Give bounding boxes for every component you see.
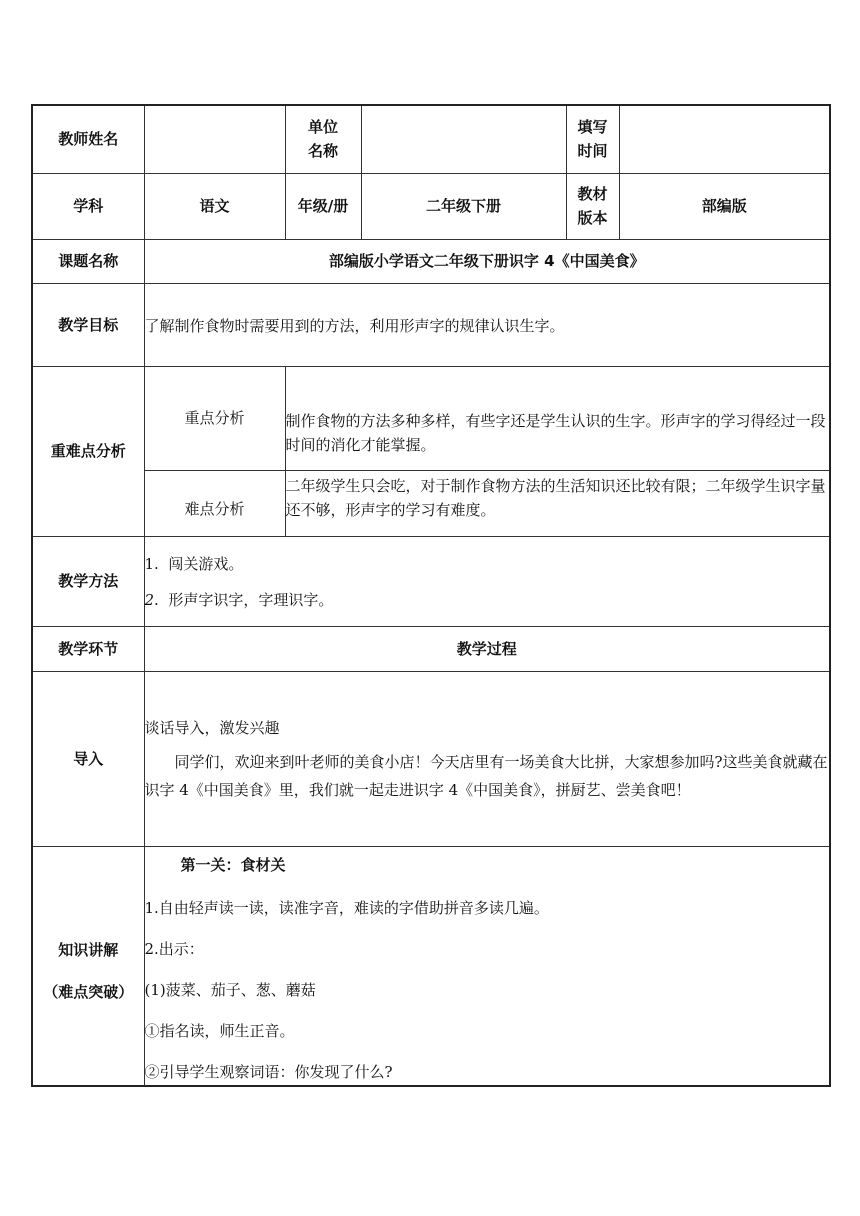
textbook-value: 部编版 <box>619 173 830 239</box>
methods-label: 教学方法 <box>32 536 144 626</box>
key-analysis-label: 重点分析 <box>144 366 285 470</box>
row-intro <box>32 671 830 846</box>
subject-value: 语文 <box>144 173 285 239</box>
method-text: 形声字识字，字理识字。 <box>168 590 334 609</box>
grade-value: 二年级下册 <box>361 173 566 239</box>
subject-label: 学科 <box>32 173 144 239</box>
knowledge-line: (1)菠菜、茄子、葱、蘑菇 <box>144 981 316 1000</box>
knowledge-content <box>144 846 830 1086</box>
unit-name-value <box>361 105 566 173</box>
lesson-plan-table <box>31 104 831 1087</box>
difficult-analysis-text: 二年级学生只会吃，对于制作食物方法的生活知识还比较有限；二年级学生识字量还不够，形声字的学习有难度。 <box>285 470 830 536</box>
knowledge-label <box>32 846 144 1086</box>
objective-text: 了解制作食物时需要用到的方法，利用形声字的规律认识生字。 <box>144 283 830 366</box>
row-difficult-analysis <box>32 470 830 536</box>
knowledge-label-line2: （难点突破） <box>43 982 134 1001</box>
knowledge-line: ①指名读，师生正音。 <box>144 1022 295 1041</box>
intro-heading: 谈话导入，激发兴趣 <box>144 718 280 737</box>
lesson-title-label: 课题名称 <box>32 239 144 283</box>
knowledge-label-line1: 知识讲解 <box>58 940 119 959</box>
row-key-analysis <box>32 366 830 470</box>
intro-content <box>144 671 830 846</box>
process-title: 教学过程 <box>144 626 830 671</box>
textbook-label-text: 教材版本 <box>577 185 608 227</box>
intro-body: 同学们，欢迎来到叶老师的美食小店！今天店里有一场美食大比拼，大家想参加吗?这些美食就藏在识字 4《中国美食》里，我们就一起走进识字 4《中国美食》，拼厨艺、尝美食吧！ <box>144 752 828 799</box>
analysis-label: 重难点分析 <box>32 366 144 536</box>
teacher-name-value <box>144 105 285 173</box>
knowledge-step-title: 第一关：食材关 <box>180 856 286 875</box>
method-item <box>145 588 830 612</box>
fill-time-label-text: 填写时间 <box>577 118 608 161</box>
unit-name-label <box>285 105 361 173</box>
difficult-analysis-label: 难点分析 <box>144 470 285 536</box>
method-text: 闯关游戏。 <box>168 554 244 573</box>
knowledge-line: 2.出示： <box>144 940 204 959</box>
method-number: 2. <box>144 590 159 609</box>
method-item <box>145 552 830 576</box>
row-teacher-info <box>32 105 830 173</box>
row-subject-info <box>32 173 830 239</box>
row-objective <box>32 283 830 366</box>
unit-name-label-text: 单位名称 <box>307 118 338 161</box>
row-process-header <box>32 626 830 671</box>
knowledge-line: ②引导学生观察词语：你发现了什么? <box>144 1063 393 1082</box>
lesson-title-value: 部编版小学语文二年级下册识字 4《中国美食》 <box>144 239 830 283</box>
textbook-label <box>566 173 619 239</box>
fill-time-value <box>619 105 830 173</box>
row-knowledge <box>32 846 830 1086</box>
teacher-name-label: 教师姓名 <box>32 105 144 173</box>
fill-time-label <box>566 105 619 173</box>
intro-label: 导入 <box>32 671 144 846</box>
process-step-label: 教学环节 <box>32 626 144 671</box>
row-lesson-title <box>32 239 830 283</box>
grade-label: 年级/册 <box>285 173 361 239</box>
method-number: 1. <box>144 554 159 573</box>
methods-list <box>144 536 830 626</box>
row-methods <box>32 536 830 626</box>
objective-label: 教学目标 <box>32 283 144 366</box>
knowledge-line: 1.自由轻声读一读，读准字音，难读的字借助拼音多读几遍。 <box>144 899 549 918</box>
key-analysis-text: 制作食物的方法多种多样，有些字还是学生认识的生字。形声字的学习得经过一段时间的消化才能掌握。 <box>285 366 830 470</box>
